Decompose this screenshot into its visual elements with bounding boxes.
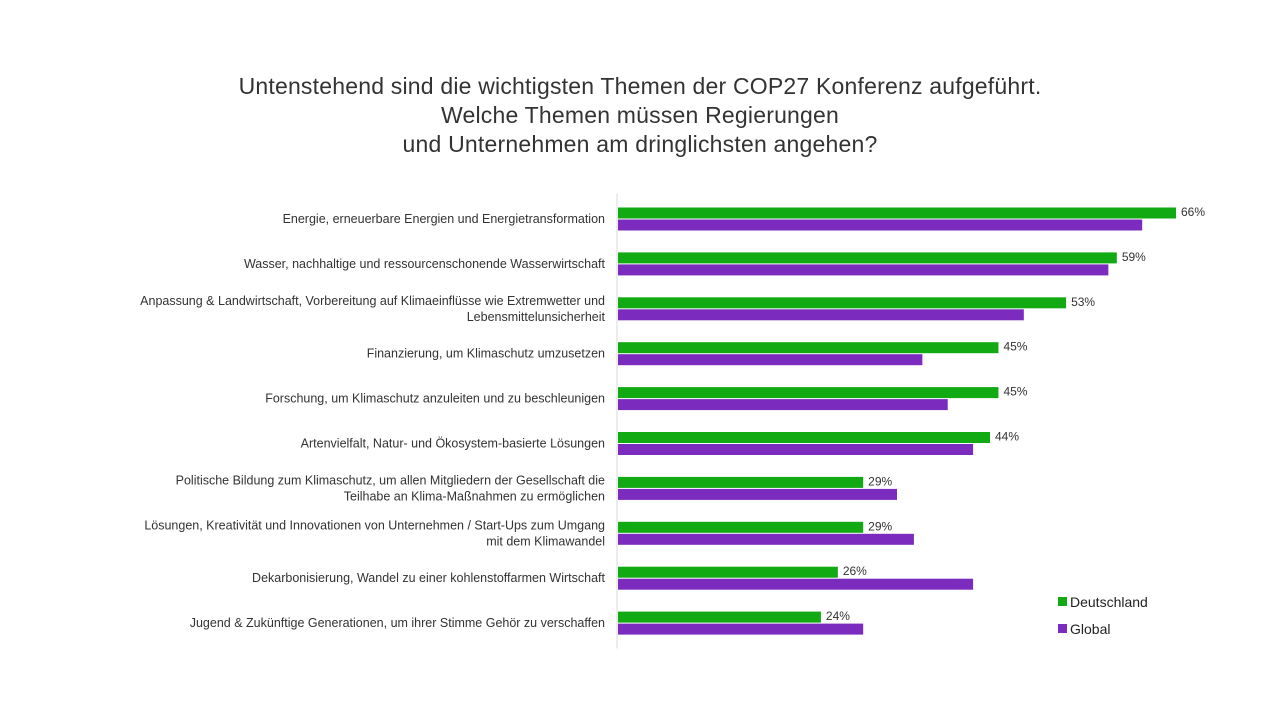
category-label-line: Lebensmittelunsicherheit (466, 309, 605, 324)
category-label (367, 347, 605, 361)
value-label: 29% (868, 474, 893, 489)
title-line-2: Welche Themen müssen Regierungen (440, 102, 840, 128)
title-line-3: und Unternehmen am dringlichsten angehen? (402, 131, 878, 157)
category-label-line: Teilhabe an Klima-Maßnahmen zu ermöglichen (343, 489, 605, 504)
bar-deutschland (618, 522, 863, 533)
bar-deutschland (618, 387, 998, 398)
bar-global (618, 220, 1142, 231)
bar-deutschland (618, 477, 863, 488)
category-label-line: mit dem Klimawandel (486, 534, 605, 549)
category-label (140, 294, 605, 324)
bar-deutschland (618, 612, 821, 623)
bar-deutschland (618, 208, 1176, 219)
value-label: 24% (825, 609, 850, 624)
value-label: 53% (1071, 294, 1096, 309)
category-label (144, 518, 605, 548)
legend-label-deutschland: Deutschland (1070, 594, 1148, 610)
bar-global (618, 354, 922, 365)
category-label (190, 616, 605, 630)
bar-global (618, 309, 1024, 320)
category-label-line: Politische Bildung zum Klimaschutz, um allen Mitgliedern der Gesellschaft die (175, 473, 605, 488)
category-label-line: Dekarbonisierung, Wandel zu einer kohlenstoffarmen Wirtschaft (252, 571, 605, 586)
value-label: 45% (1003, 384, 1028, 399)
value-label: 59% (1121, 249, 1146, 264)
category-label (252, 571, 605, 585)
bar-global (618, 624, 863, 635)
bar-deutschland (618, 342, 998, 353)
category-label (283, 212, 605, 226)
bar-deutschland (618, 252, 1117, 263)
bar-global (618, 489, 897, 500)
bar-global (618, 444, 973, 455)
category-label-line: Artenvielfalt, Natur- und Ökosystem-basierte Lösungen (300, 436, 605, 451)
bar-global (618, 264, 1108, 275)
bar-global (618, 534, 914, 545)
legend-swatch-global (1058, 624, 1067, 633)
bar-deutschland (618, 567, 838, 578)
legend-label-global: Global (1070, 621, 1111, 637)
value-label: 45% (1003, 339, 1028, 354)
category-label (301, 437, 605, 451)
title-line-1: Untenstehend sind die wichtigsten Themen der COP27 Konferenz aufgeführt. (238, 73, 1042, 99)
legend-swatch-deutschland (1058, 597, 1067, 606)
value-label: 26% (842, 564, 867, 579)
category-label-line: Anpassung & Landwirtschaft, Vorbereitung auf Klimaeinflüsse wie Extremwetter und (140, 293, 605, 308)
category-label-line: Jugend & Zukünftige Generationen, um ihrer Stimme Gehör zu verschaffen (189, 616, 605, 631)
bar-global (618, 399, 948, 410)
category-label (244, 257, 606, 271)
category-label-line: Forschung, um Klimaschutz anzuleiten und zu beschleunigen (265, 391, 605, 406)
category-label-line: Finanzierung, um Klimaschutz umzusetzen (366, 346, 605, 361)
category-label-line: Lösungen, Kreativität und Innovationen von Unternehmen / Start-Ups zum Umgang (144, 518, 605, 533)
bar-deutschland (618, 432, 990, 443)
category-label-line: Energie, erneuerbare Energien und Energietransformation (282, 212, 605, 226)
bar-deutschland (618, 297, 1066, 308)
value-label: 66% (1181, 205, 1206, 219)
bar-global (618, 579, 973, 590)
value-label: 44% (995, 429, 1020, 444)
value-label: 29% (868, 519, 893, 534)
category-label (176, 473, 605, 503)
category-label-line: Wasser, nachhaltige und ressourcenschonende Wasserwirtschaft (243, 256, 605, 271)
category-label (265, 392, 605, 406)
